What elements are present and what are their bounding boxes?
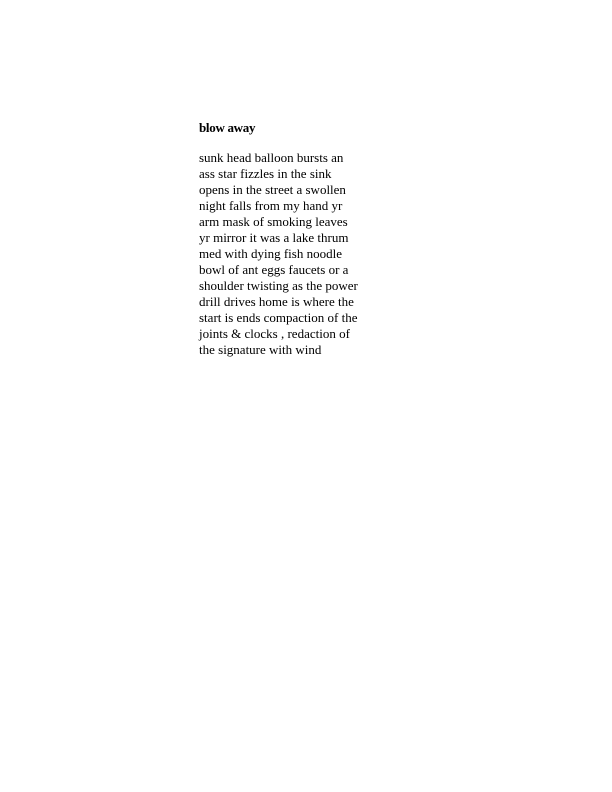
poem-line: joints & clocks , redaction of xyxy=(199,326,350,341)
poem-line: opens in the street a swollen xyxy=(199,182,346,197)
poem-line: arm mask of smoking leaves xyxy=(199,214,348,229)
poem-line: shoulder twisting as the power xyxy=(199,278,358,293)
poem-line: the signature with wind xyxy=(199,342,322,357)
poem-line: bowl of ant eggs faucets or a xyxy=(199,262,349,277)
poem-line: drill drives home is where the xyxy=(199,294,354,309)
poem-line: night falls from my hand yr xyxy=(199,198,343,213)
poem-line: yr mirror it was a lake thrum xyxy=(199,230,349,245)
poem-line: sunk head balloon bursts an xyxy=(199,150,344,165)
poem-line: ass star fizzles in the sink xyxy=(199,166,332,181)
poem-title: blow away xyxy=(199,120,256,135)
poem-line: start is ends compaction of the xyxy=(199,310,358,325)
poem-body xyxy=(199,150,399,358)
poem-line: med with dying fish noodle xyxy=(199,246,342,261)
poem xyxy=(199,120,399,358)
